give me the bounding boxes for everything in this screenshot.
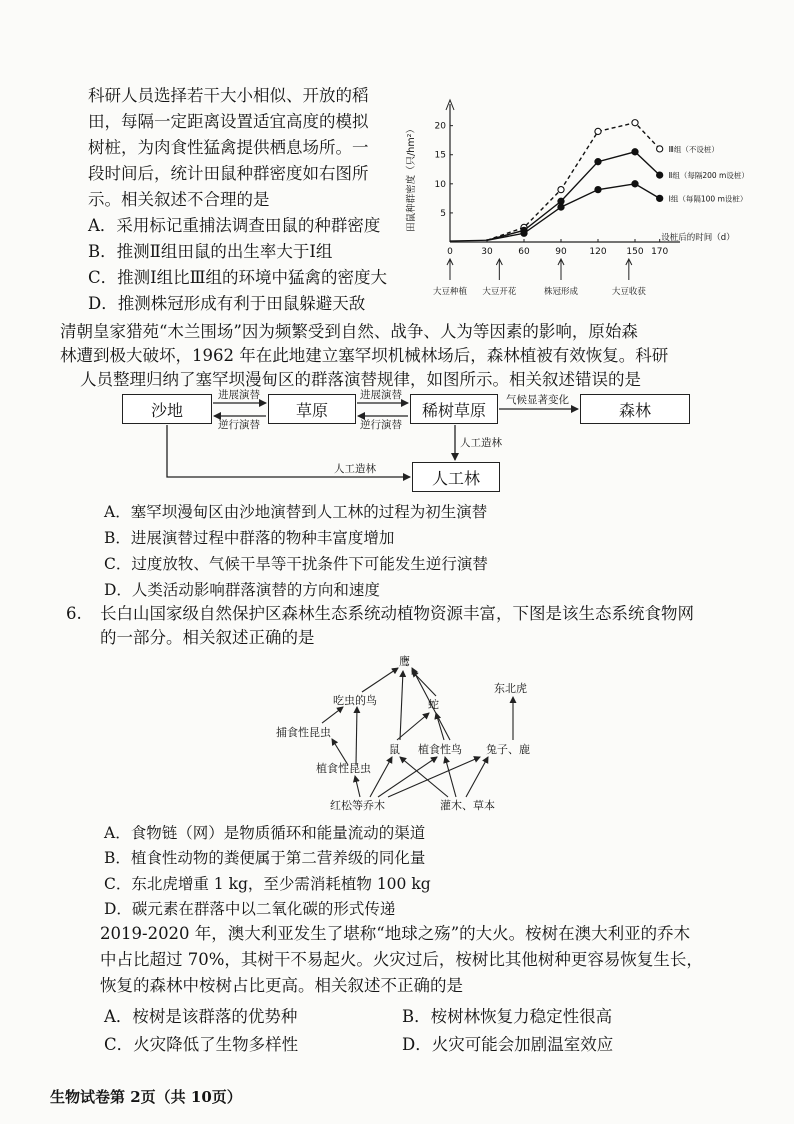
q7-stem-line: 恢复的森林中桉树占比更高。相关叙述不正确的是 [100,976,463,995]
q7-option-b[interactable]: B．桉树林恢复力稳定性很高 [402,1007,613,1026]
series-label: Ⅱ组（每隔200 m设桩） [668,171,749,181]
edge-label: 人工造林 [460,437,502,449]
edge-label: 逆行演替 [218,419,260,431]
fw-shrubs-grass: 灌木、草本 [440,799,495,812]
q4-option-d[interactable]: D．推测株冠形成有利于田鼠躲避天敌 [88,294,366,313]
fw-tiger: 东北虎 [494,682,527,695]
fw-snake: 蛇 [428,698,439,711]
annotation-label: 大豆开花 [482,287,517,297]
fw-mouse: 鼠 [389,743,400,756]
q5-option-a[interactable]: A．塞罕坝漫甸区由沙地演替到人工林的过程为初生演替 [104,503,488,521]
q6-option-b[interactable]: B．植食性动物的粪便属于第二营养级的同化量 [104,849,426,867]
edge-label: 气候显著变化 [506,394,569,406]
y-tick-label: 10 [434,179,446,190]
q6-option-d[interactable]: D．碳元素在群落中以二氧化碳的形式传递 [104,900,396,918]
q5-option-b[interactable]: B．进展演替过程中群落的物种丰富度增加 [104,529,395,547]
y-tick-label: 5 [440,208,446,219]
food-web-diagram [0,650,794,815]
q4-stem-line: 田，每隔一定距离设置适宜高度的模拟 [88,112,369,131]
node-sand: 沙地 [122,394,212,424]
annotation-label: 大豆种植 [432,287,468,297]
fw-herbivorous-insect: 植食性昆虫 [316,762,371,775]
q4-stem-line: 科研人员选择若干大小相似、开放的稻 [88,86,369,105]
edge-label: 人工造林 [334,463,376,475]
q4-option-c[interactable]: C．推测Ⅰ组比Ⅲ组的环境中猛禽的密度大 [88,268,388,287]
series-label: Ⅲ组（不设桩） [668,144,719,154]
q4-option-b[interactable]: B．推测Ⅱ组田鼠的出生率大于Ⅰ组 [88,242,333,261]
q6-stem-line: 长白山国家级自然保护区森林生态系统动植物资源丰富，下图是该生态系统食物网 [100,604,694,623]
x-tick-label: 30 [481,247,493,257]
fw-rabbit-deer: 兔子、鹿 [486,743,530,756]
q4-stem-line: 示。相关叙述不合理的是 [88,190,270,209]
q5-option-d[interactable]: D．人类活动影响群落演替的方向和速度 [104,581,380,599]
annotation-label: 株冠形成 [543,287,579,297]
q6-option-a[interactable]: A．食物链（网）是物质循环和能量流动的渠道 [104,824,426,842]
q7-option-d[interactable]: D．火灾可能会加剧温室效应 [402,1035,614,1054]
edge-label: 逆行演替 [360,419,402,431]
x-tick-label: 0 [447,247,453,257]
y-tick-label: 20 [434,121,446,132]
q4-option-a[interactable]: A．采用标记重捕法调查田鼠的种群密度 [88,216,381,235]
x-axis-label: 设桩后的时间（d） [661,233,735,243]
x-tick-label: 170 [651,247,669,257]
succession-arrows [0,0,794,520]
q6-number: 6. [66,604,82,623]
annotation-label: 大豆收获 [611,287,646,297]
node-forest: 森林 [580,394,690,424]
q5-stem-line: 人员整理归纳了塞罕坝漫甸区的群落演替规律，如图所示。相关叙述错误的是 [80,370,641,389]
y-tick-label: 15 [434,150,446,161]
x-tick-label: 150 [626,247,644,257]
edge-label: 进展演替 [218,389,260,401]
x-tick-label: 90 [555,247,567,257]
q5-option-c[interactable]: C．过度放牧、气候干旱等干扰条件下可能发生逆行演替 [104,555,488,573]
q6-option-c[interactable]: C．东北虎增重 1 kg，至少需消耗植物 100 kg [104,875,431,893]
q5-stem-line: 清朝皇家猎苑“木兰围场”因为频繁受到自然、战争、人为等因素的影响，原始森 [60,322,638,341]
series-label: Ⅰ组（每隔100 m设桩） [668,194,748,204]
page-footer: 生物试卷第 2页（共 10页） [50,1088,242,1106]
q4-stem-line: 段时间后，统计田鼠种群密度如右图所 [88,164,369,183]
q5-stem-line: 林遭到极大破坏，1962 年在此地建立塞罕坝机械林场后，森林植被有效恢复。科研 [60,346,669,365]
fw-herbivorous-bird: 植食性鸟 [418,743,462,756]
node-savanna: 稀树草原 [410,394,498,424]
node-plantation: 人工林 [412,462,500,492]
y-axis-label: 田鼠种群密度（只/hm²） [406,124,417,232]
x-tick-label: 60 [518,247,530,257]
q7-option-a[interactable]: A．桉树是该群落的优势种 [104,1007,298,1026]
x-tick-label: 120 [589,247,607,257]
fw-predatory-insect: 捕食性昆虫 [276,726,331,739]
fw-trees: 红松等乔木 [330,799,385,812]
q4-stem-line: 树桩，为肉食性猛禽提供栖息场所。一 [88,138,369,157]
q7-option-c[interactable]: C．火灾降低了生物多样性 [104,1035,299,1054]
edge-label: 进展演替 [360,389,402,401]
q6-stem-line: 的一部分。相关叙述正确的是 [100,628,315,647]
node-grassland: 草原 [268,394,356,424]
fw-hawk: 鹰 [399,655,410,668]
q7-stem-line: 2019-2020 年，澳大利亚发生了堪称“地球之殇”的大火。桉树在澳大利亚的乔木 [100,924,691,943]
fw-insectivorous-bird: 吃虫的鸟 [333,694,377,707]
q7-stem-line: 中占比超过 70%，其树干不易起火。火灾过后，桉树比其他树种更容易恢复生长， [100,950,703,969]
